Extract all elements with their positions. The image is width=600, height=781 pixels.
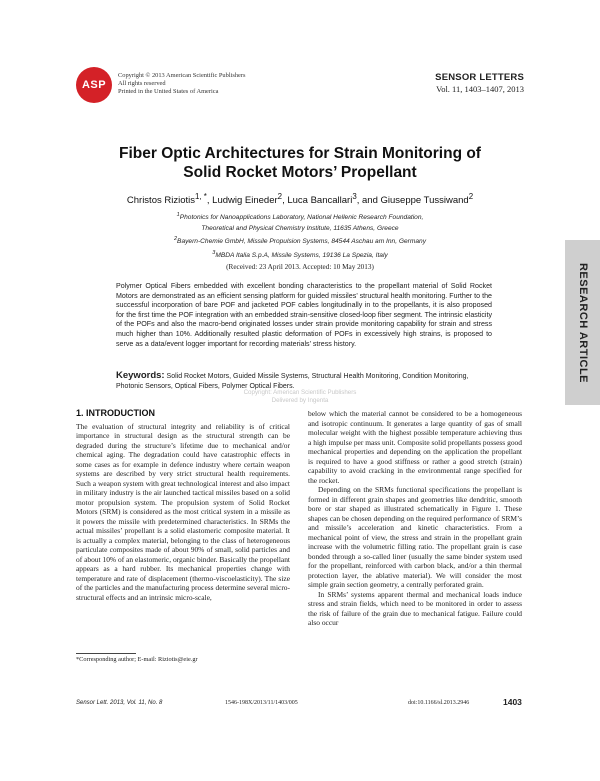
keywords [116,371,492,391]
abstract: Polymer Optical Fibers embedded with excellent bonding characteristics to the propellant material of Solid Rocket Motors are demonstrated as an efficient sensing platform for guided missiles’ structural health monitoring. Further to the successful incorporation of bare POF and jacketed POF cables longitudinally in to the propellants, it is also proposed for the first time the POF integration with an embedded strain-sensitive closed-loop fiber segment. The intrinsic elasticity of the POFs and also the macro-bend originated losses under strain provide monitoring capability for strain and stress much higher than 10%. Additionally resulted plastic deformation of POFs in excessively high strains, is proposed to serve as a data/event logger important for recording materials’ stress history. [116,282,493,348]
affiliations [60,210,540,262]
keywords-list: Solid Rocket Motors, Guided Missile Systems, Structural Health Monitoring, Condition Monitoring, Photonic Sensors, Optical Fibers, Polymer Optical Fibers. [116,373,469,390]
delivery-watermark: Copyright: American Scientific Publishers Delivered by Ingenta [243,389,357,404]
affiliation-line: $^1$Photonics for Nanoapplications Laboratory, National Hellenic Research Foundation, [176,212,424,222]
title-line-1: Fiber Optic Architectures for Strain Monitoring of [119,145,481,162]
footer-doi: doi:10.1166/sl.2013.2946 [408,700,470,706]
author-list [60,192,540,206]
footer-issn: 1546-198X/2013/11/1403/005 [225,700,298,706]
author-name: Giuseppe Tussiwand [380,195,469,207]
paragraph: The evaluation of structural integrity and reliability is of critical importance in structural design as the structural strength can be degraded during the structure’s lifetime due to mechanical and/or chemical aging. The degradation could have catastrophic effects in some cases as for example in defence industry where certain weapon systems are described by very strict structural health requirements. Such a weapon system with great technological interest and also impact in military industry is the air launched tactical missiles based on a solid motor propulsion system. The propulsion system of Solid Rocket Motors (SRM) is considered as the most critical system in a missile as it powers the missile with predetermined characteristics. In SRMs the actual missiles’ propellant is a solid elastomeric composite material. It is actually a complex material, belonging to the class of heterogeneous particulate composites made of about 90% of small, solid particles and of about 10% of an elastomeric, organic binder. Basically the propellant appears as a hard rubber. Its mechanical properties change with temperature and rate of displacement (thermo-viscoelasticity). The size of the particles and the manufacturing process determine several micro-structural effects and an intrinsic micro-scale, [76,421,290,602]
paragraph: In SRMs’ systems apparent thermal and mechanical loads induce stress and strain fields, which need to be monitored in order to assess the risk of failure of the grain due to mechanical fatigue. Failure could also occur [308,589,522,627]
journal-name: SENSOR LETTERS [435,72,524,83]
author-sup: 2 [277,192,283,201]
column-left [76,409,290,602]
publisher-logo [76,67,112,103]
author-sep: , [206,195,213,207]
section-heading: 1. INTRODUCTION [76,408,156,418]
rights-line: All rights reserved [118,80,166,87]
keywords-label: Keywords: [116,370,165,381]
footer-citation: Sensor Lett. 2013, Vol. 11, No. 8 [76,700,163,706]
printed-line: Printed in the United States of America [118,88,219,95]
title-line-2: Solid Rocket Motors’ Propellant [183,164,417,181]
publisher-info [118,72,246,96]
paragraph: Depending on the SRMs functional specifications the propellant is formed in different grain shapes and geometries like dendritic, smooth bore or star shaped as illustrated schematically in Figure 1. These shapes can be chosen depending on the required performance of SRM’s and missile’s acceleration and kinetic characteristics. From a mechanical point of view, the stress and strain in the propellant grain increase with the volumetric filling ratio. The propellant grain is case bonded through a so-called liner (usually the same binder system used for the propellant, reinforced with carbon black, and/or a thin thermal protection layer, the ablative material). We will consider the most simple grain section geometry, a centrally perforated grain. [308,485,522,589]
journal-volume: Vol. 11, 1403–1407, 2013 [436,84,524,94]
author-sup: 2 [468,192,474,201]
affiliation-line: Theoretical and Physical Chemistry Institute, 11635 Athens, Greece [201,224,399,232]
author-name: Luca Bancallari [287,195,353,207]
author-sup: 1, * [195,192,207,201]
article-title [60,144,540,182]
column-right [308,409,522,628]
journal-header [435,72,524,94]
footnote: *Corresponding author; E-mail: Riziotis@eie.gr [76,656,198,663]
side-tab-label: RESEARCH ARTICLE [576,262,589,383]
affiliation-line: $^3$MBDA Italia S.p.A, Missile Systems, 19136 La Spezia, Italy [212,249,388,260]
page-number: 1403 [503,697,522,707]
received-dates: (Received: 23 April 2013. Accepted: 10 May 2013) [226,263,374,271]
publisher-logo-text: ASP [81,79,107,91]
author-name: Ludwig Eineder [212,195,278,207]
affiliation-line: $^2$Bayern-Chemie GmbH, Missile Propulsion Systems, 84544 Aschau am Inn, Germany [173,236,426,246]
footnote-rule [76,653,136,654]
author-sep: , and [356,195,381,207]
research-article-tab [565,240,600,405]
paragraph: below which the material cannot be considered to be a homogeneous and isotropic continuum. It generates a large quantity of gas of small molecular weight with the highest possible temperature achieving thus a high impulse per mass unit. Composite solid propellants possess good mechanical properties and depending on the application the propellant is required to have a good stiffness or rather a good stretch (strain) capability to avoid cracking in the environmental range specified for the rocket. [308,409,522,485]
copyright-line: Copyright © 2013 American Scientific Publishers [118,72,246,79]
author-sup: 3 [352,192,357,201]
author-name: Christos Riziotis [126,195,195,207]
author-sep: , [282,195,288,207]
